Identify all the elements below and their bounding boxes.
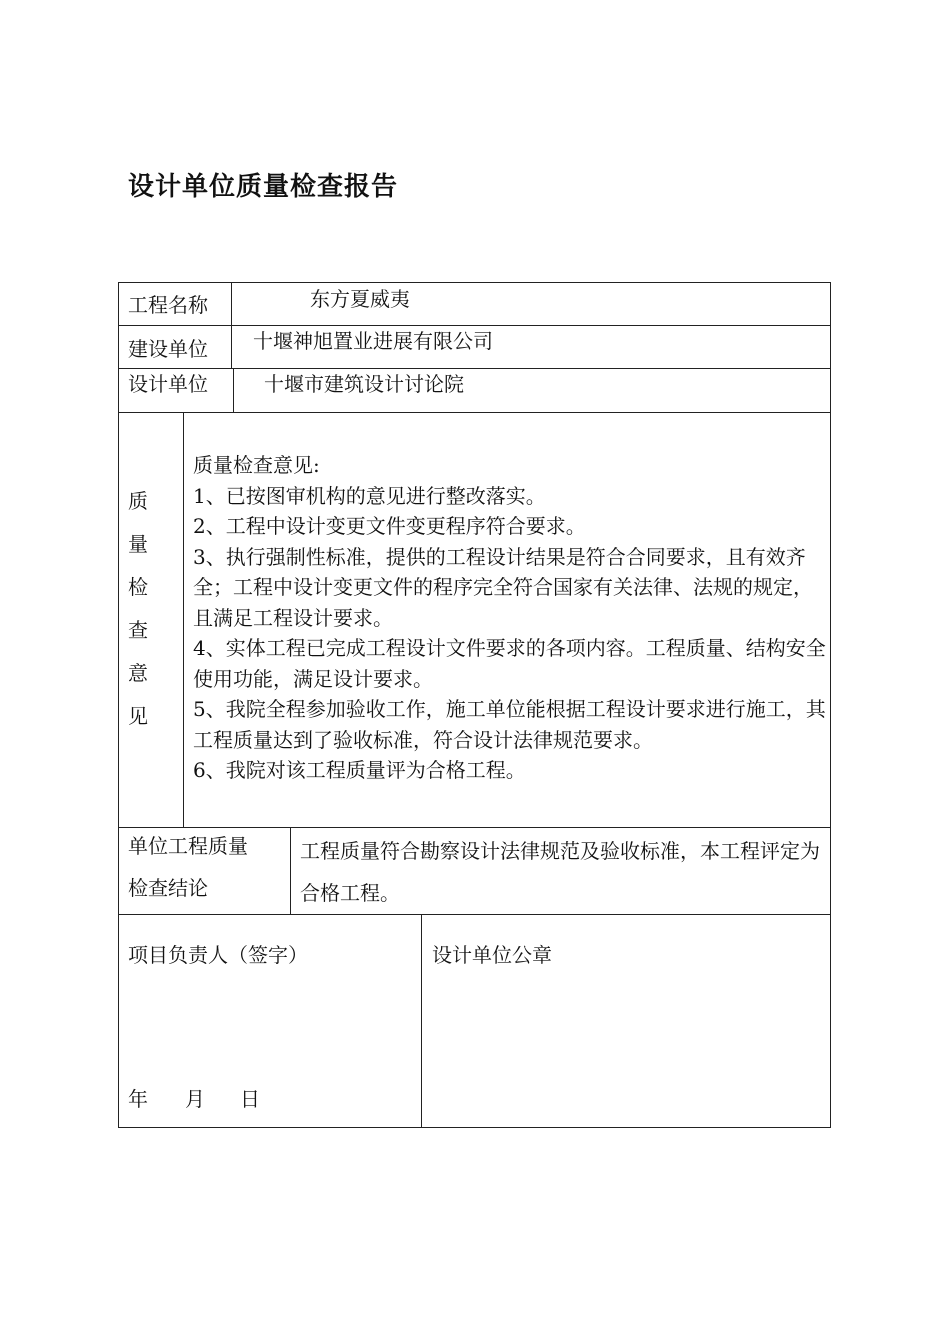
inspection-heading: 质量检查意见: — [193, 453, 320, 477]
table-border-left — [118, 282, 119, 1128]
inspection-item: 6、我院对该工程质量评为合格工程。 — [193, 758, 526, 782]
cell-divider — [290, 827, 291, 915]
inspection-item: 1、已按图审机构的意见进行整改落实。 — [193, 483, 546, 508]
cell-divider — [231, 325, 232, 369]
cell-divider — [231, 282, 232, 326]
conclusion-text: 工程质量符合勘察设计法律规范及验收标准，本工程评定为合格工程。 — [300, 839, 820, 905]
construction-unit-value: 十堰神旭置业进展有限公司 — [253, 329, 493, 353]
design-unit-label: 设计单位 — [128, 372, 208, 396]
inspection-item: 4、实体工程已完成工程设计文件要求的各项内容。工程质量、结构安全使用功能，满足设计要求。 — [193, 636, 826, 691]
design-unit-seal-label: 设计单位公章 — [432, 943, 552, 967]
project-name-value: 东方夏威夷 — [310, 287, 410, 311]
date-day: 日 — [240, 1087, 260, 1111]
table-border-right — [830, 282, 831, 1128]
construction-unit-label: 建设单位 — [128, 337, 208, 361]
table-border-top — [118, 282, 831, 283]
date-year: 年 — [128, 1087, 148, 1111]
project-leader-signature-label: 项目负责人（签字） — [128, 943, 308, 967]
inspection-item: 5、我院全程参加验收工作，施工单位能根据工程设计要求进行施工，其工程质量达到了验收标准，符合设计法律规范要求。 — [193, 697, 826, 752]
table-border-bottom — [118, 1127, 831, 1128]
project-name-label: 工程名称 — [128, 293, 208, 317]
cell-divider — [233, 368, 234, 413]
row-divider — [118, 914, 831, 915]
inspection-opinion — [193, 450, 828, 786]
conclusion-label: 单位工程质量 检查结论 — [128, 834, 248, 900]
row-divider — [118, 368, 831, 369]
cell-divider — [421, 914, 422, 1128]
inspection-side-label: 质 量 检 查 意 见 — [128, 489, 148, 728]
inspection-item: 3、执行强制性标准，提供的工程设计结果是符合合同要求，且有效齐全；工程中设计变更文件的程序完全符合国家有关法律、法规的规定，且满足工程设计要求。 — [193, 544, 813, 630]
row-divider — [118, 412, 831, 413]
cell-divider — [183, 412, 184, 828]
inspection-item: 2、工程中设计变更文件变更程序符合要求。 — [193, 514, 586, 538]
design-unit-value: 十堰市建筑设计讨论院 — [264, 372, 464, 396]
date-month: 月 — [185, 1087, 205, 1111]
page-title: 设计单位质量检查报告 — [128, 172, 399, 202]
